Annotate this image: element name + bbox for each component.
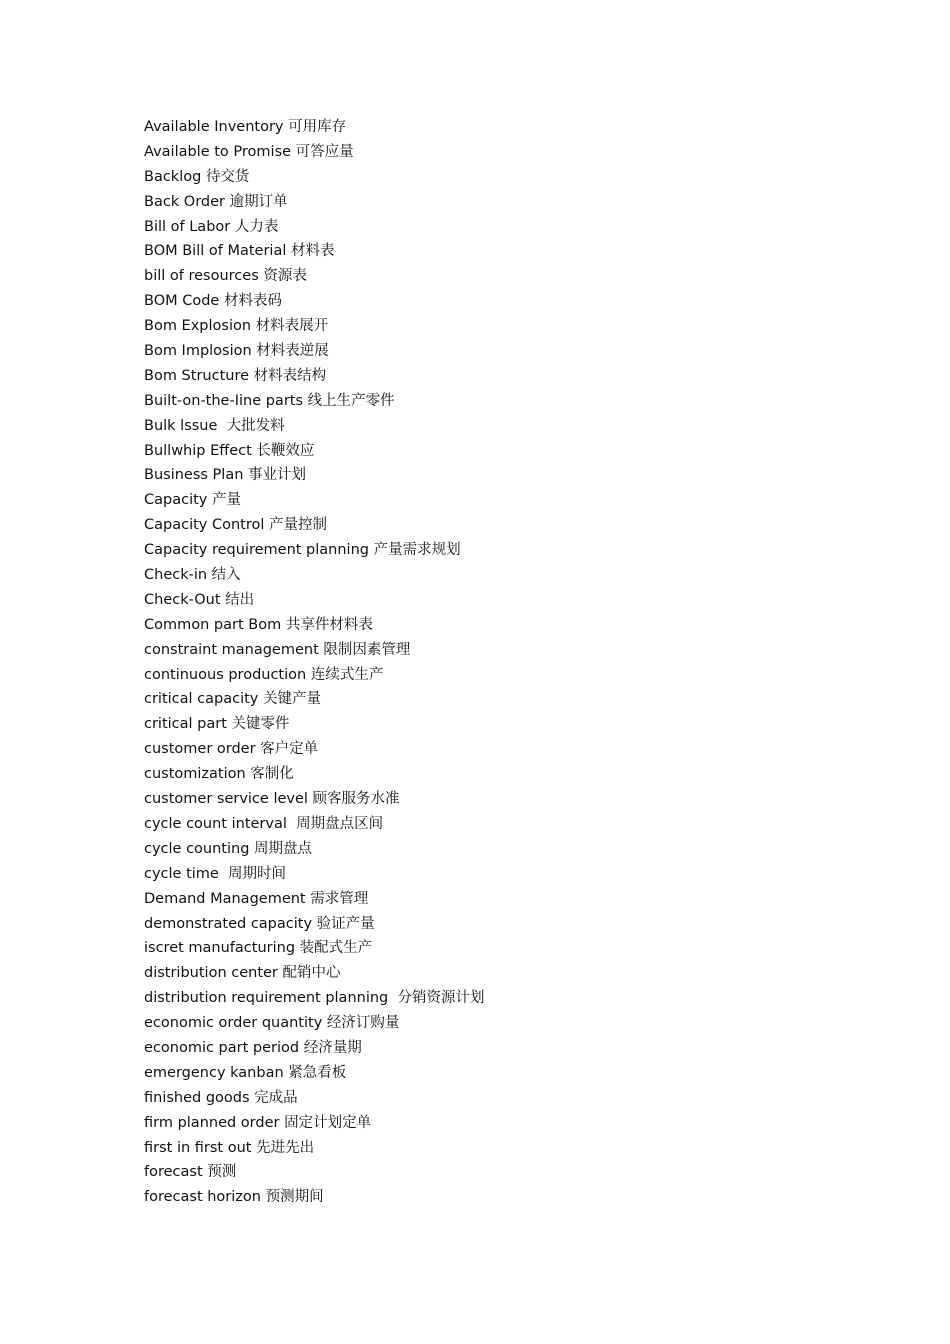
- glossary-entry: Bulk lssue 大批发料: [144, 417, 285, 434]
- glossary-entry: distribution center 配销中心: [144, 965, 341, 982]
- glossary-entry: constraint management 限制因素管理: [144, 641, 411, 658]
- glossary-entry: Capacity 产量: [144, 492, 241, 509]
- glossary-entry: Business Plan 事业计划: [144, 467, 307, 484]
- glossary-entry: forecast horizon 预测期间: [144, 1189, 324, 1206]
- glossary-entry: Capacity Control 产量控制: [144, 517, 327, 534]
- glossary-entry: forecast 预测: [144, 1164, 237, 1181]
- glossary-entry: distribution requirement planning 分销资源计划: [144, 990, 485, 1007]
- glossary-entry: cycle time 周期时间: [144, 865, 287, 882]
- glossary-entry: iscret manufacturing 装配式生产: [144, 940, 373, 957]
- glossary-list: [144, 115, 484, 1210]
- glossary-entry: Built-on-the-Iine parts 线上生产零件: [144, 392, 395, 409]
- glossary-entry: bill of resources 资源表: [144, 268, 307, 285]
- glossary-entry: cycle count interval 周期盘点区间: [144, 815, 384, 832]
- glossary-entry: firm planned order 固定计划定单: [144, 1114, 372, 1131]
- glossary-entry: customer order 客户定单: [144, 741, 319, 758]
- glossary-entry: Common part Bom 共享件材料表: [144, 616, 373, 633]
- glossary-entry: first in first out 先进先出: [144, 1139, 315, 1156]
- glossary-entry: economic order quantity 经济订购量: [144, 1015, 400, 1032]
- glossary-entry: emergency kanban 紧急看板: [144, 1064, 347, 1081]
- glossary-entry: Capacity requirement planning 产量需求规划: [144, 542, 461, 559]
- glossary-entry: Check-Out 结出: [144, 591, 255, 608]
- glossary-entry: Check-in 结入: [144, 567, 241, 584]
- glossary-entry: Backlog 待交货: [144, 168, 250, 185]
- glossary-entry: Demand Management 需求管理: [144, 890, 369, 907]
- glossary-entry: BOM Code 材料表码: [144, 293, 282, 310]
- glossary-entry: Bom Structure 材料表结构: [144, 367, 327, 384]
- glossary-entry: customer service level 顾客服务水准: [144, 791, 400, 808]
- glossary-entry: Bill of Labor 人力表: [144, 218, 279, 235]
- glossary-entry: Bom Explosion 材料表展开: [144, 318, 329, 335]
- glossary-entry: demonstrated capacity 验证产量: [144, 915, 375, 932]
- glossary-entry: critical part 关键零件: [144, 716, 290, 733]
- glossary-entry: customization 客制化: [144, 766, 294, 783]
- glossary-entry: economic part period 经济量期: [144, 1039, 362, 1056]
- glossary-entry: critical capacity 关键产量: [144, 691, 321, 708]
- glossary-entry: Back Order 逾期订单: [144, 193, 288, 210]
- glossary-entry: Bom Implosion 材料表逆展: [144, 343, 329, 360]
- glossary-entry: Available Inventory 可用库存: [144, 119, 347, 135]
- glossary-entry: BOM Bill of Material 材料表: [144, 243, 335, 260]
- glossary-entry: Bullwhip Effect 长鞭效应: [144, 442, 315, 459]
- glossary-entry: continuous production 连续式生产: [144, 666, 384, 683]
- glossary-entry: cycle counting 周期盘点: [144, 840, 313, 857]
- glossary-entry: finished goods 完成品: [144, 1089, 298, 1106]
- glossary-entry: Available to Promise 可答应量: [144, 143, 354, 160]
